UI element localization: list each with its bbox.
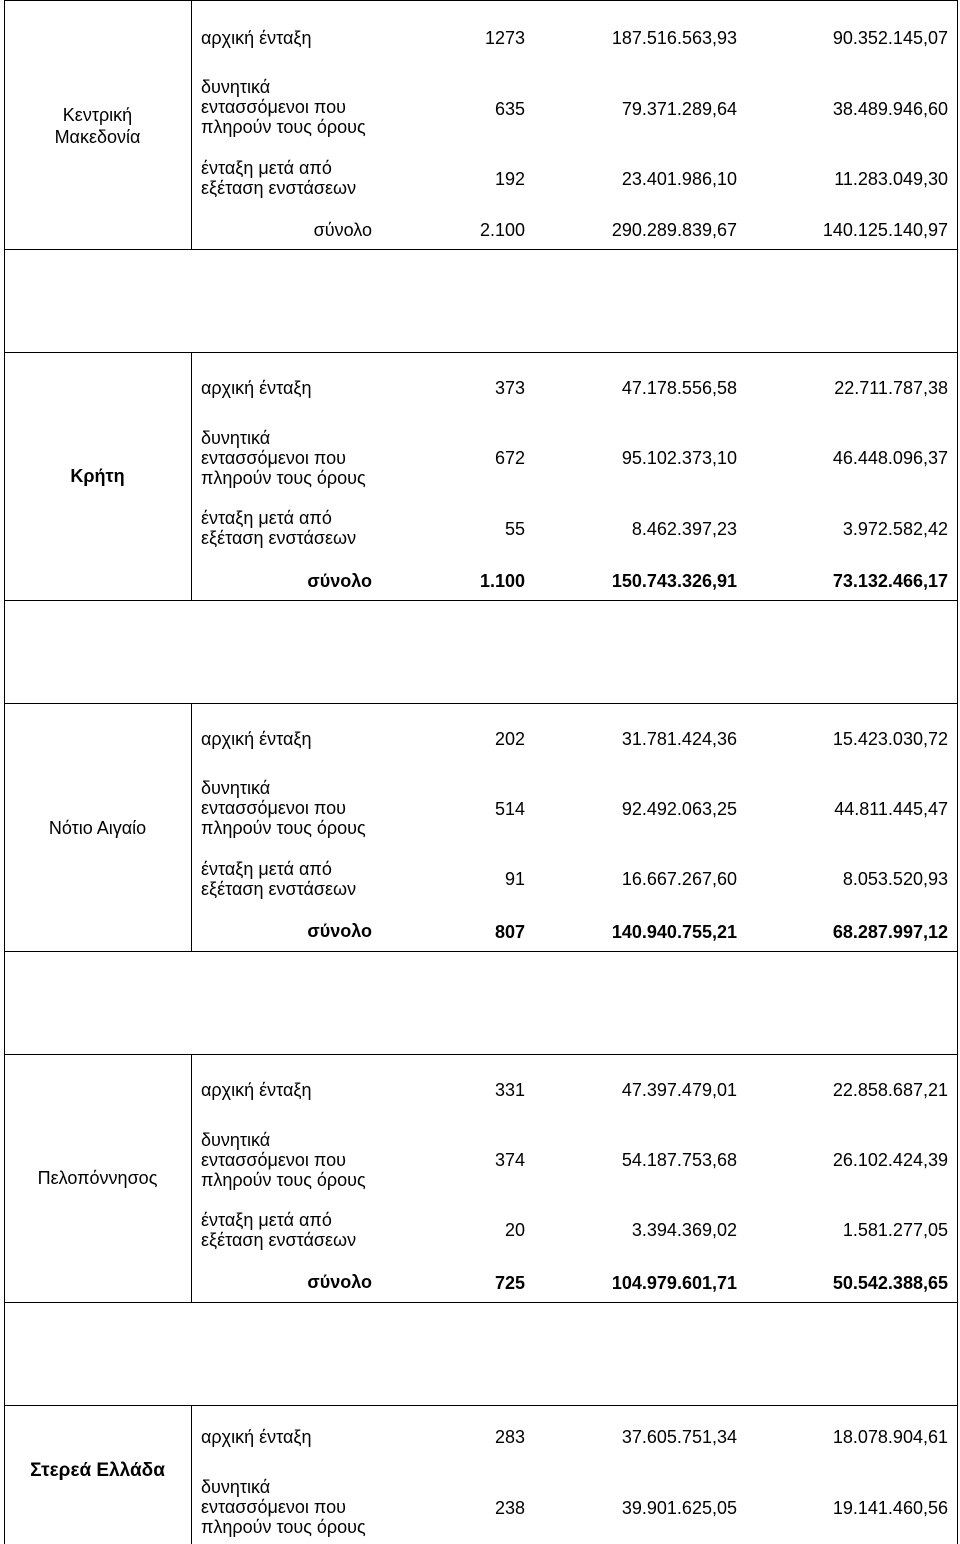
public-cell: 46.448.096,37 [832,448,948,468]
public-cell: 73.132.466,17 [832,571,948,591]
budget-cell: 95.102.373,10 [621,448,737,468]
row-label: εντασσόμενοι που [201,798,346,818]
count-cell: 635 [494,99,525,119]
budget-cell: 37.605.751,34 [621,1427,737,1447]
row-label: δυνητικά [201,1130,271,1150]
public-cell: 140.125.140,97 [822,220,948,240]
region-name: Στερεά Ελλάδα [30,1460,165,1481]
row-label: δυνητικά [201,1477,271,1497]
row-label: πληρούν τους όρους [201,1517,366,1537]
public-cell: 1.581.277,05 [842,1220,948,1240]
row-label: δυνητικά [201,77,271,97]
public-cell: 22.858.687,21 [832,1080,948,1100]
row-label: αρχική ένταξη [201,1080,312,1100]
region-name: Μακεδονία [54,127,141,147]
count-cell: 2.100 [479,220,525,240]
count-cell: 514 [494,799,525,819]
public-cell: 8.053.520,93 [842,869,948,889]
budget-cell: 47.397.479,01 [621,1080,737,1100]
row-label: δυνητικά [201,778,271,798]
row-label: εντασσόμενοι που [201,1150,346,1170]
count-cell: 283 [494,1427,525,1447]
budget-cell: 23.401.986,10 [621,169,737,189]
count-cell: 373 [494,378,525,398]
public-cell: 11.283.049,30 [834,169,948,189]
budget-cell: 92.492.063,25 [621,799,737,819]
region-name: Νότιο Αιγαίο [48,818,147,838]
public-cell: 18.078.904,61 [832,1427,948,1447]
count-cell: 725 [494,1273,525,1293]
budget-cell: 3.394.369,02 [631,1220,737,1240]
budget-cell: 150.743.326,91 [611,571,737,591]
row-label: αρχική ένταξη [201,378,312,398]
count-cell: 374 [494,1150,525,1170]
count-cell: 55 [504,519,525,539]
row-label: αρχική ένταξη [201,729,312,749]
total-label: σύνολο [313,220,372,240]
region-name: Κεντρική [62,105,133,125]
public-cell: 19.141.460,56 [832,1498,948,1518]
budget-cell: 104.979.601,71 [611,1273,737,1293]
public-cell: 44.811.445,47 [834,799,948,819]
total-label: σύνολο [307,571,372,591]
budget-cell: 16.667.267,60 [621,869,737,889]
row-label: δυνητικά [201,428,271,448]
count-cell: 192 [494,169,525,189]
count-cell: 1273 [484,28,525,48]
count-cell: 1.100 [479,571,525,591]
row-label: αρχική ένταξη [201,28,312,48]
public-cell: 38.489.946,60 [832,99,948,119]
budget-cell: 140.940.755,21 [611,922,737,942]
count-cell: 672 [494,448,525,468]
row-label: εξέταση ενστάσεων [201,528,357,548]
count-cell: 807 [494,922,525,942]
row-label: εντασσόμενοι που [201,448,346,468]
row-label: αρχική ένταξη [201,1427,312,1447]
row-label: εξέταση ενστάσεων [201,178,357,198]
region-name: Κρήτη [70,466,125,486]
row-label: ένταξη μετά από [201,508,332,528]
budget-cell: 79.371.289,64 [621,99,737,119]
budget-cell: 54.187.753,68 [621,1150,737,1170]
row-label: πληρούν τους όρους [201,818,366,838]
public-cell: 68.287.997,12 [832,922,948,942]
public-cell: 15.423.030,72 [832,729,948,749]
total-label: σύνολο [307,921,372,941]
count-cell: 20 [504,1220,525,1240]
budget-cell: 187.516.563,93 [611,28,737,48]
count-cell: 91 [504,869,525,889]
row-label: ένταξη μετά από [201,158,332,178]
row-label: πληρούν τους όρους [201,1170,366,1190]
budget-cell: 31.781.424,36 [621,729,737,749]
count-cell: 331 [494,1080,525,1100]
row-label: πληρούν τους όρους [201,117,366,137]
budget-cell: 8.462.397,23 [631,519,737,539]
public-cell: 26.102.424,39 [832,1150,948,1170]
budget-cell: 290.289.839,67 [611,220,737,240]
count-cell: 202 [494,729,525,749]
row-label: εντασσόμενοι που [201,1497,346,1517]
total-label: σύνολο [307,1272,372,1292]
public-cell: 22.711.787,38 [834,378,948,398]
budget-cell: 47.178.556,58 [621,378,737,398]
row-label: ένταξη μετά από [201,859,332,879]
row-label: εντασσόμενοι που [201,97,346,117]
row-label: πληρούν τους όρους [201,468,366,488]
public-cell: 90.352.145,07 [832,28,948,48]
row-label: εξέταση ενστάσεων [201,879,357,899]
count-cell: 238 [494,1498,525,1518]
row-label: ένταξη μετά από [201,1210,332,1230]
public-cell: 50.542.388,65 [832,1273,948,1293]
row-label: εξέταση ενστάσεων [201,1230,357,1250]
budget-cell: 39.901.625,05 [621,1498,737,1518]
region-name: Πελοπόννησος [37,1168,158,1188]
public-cell: 3.972.582,42 [842,519,948,539]
